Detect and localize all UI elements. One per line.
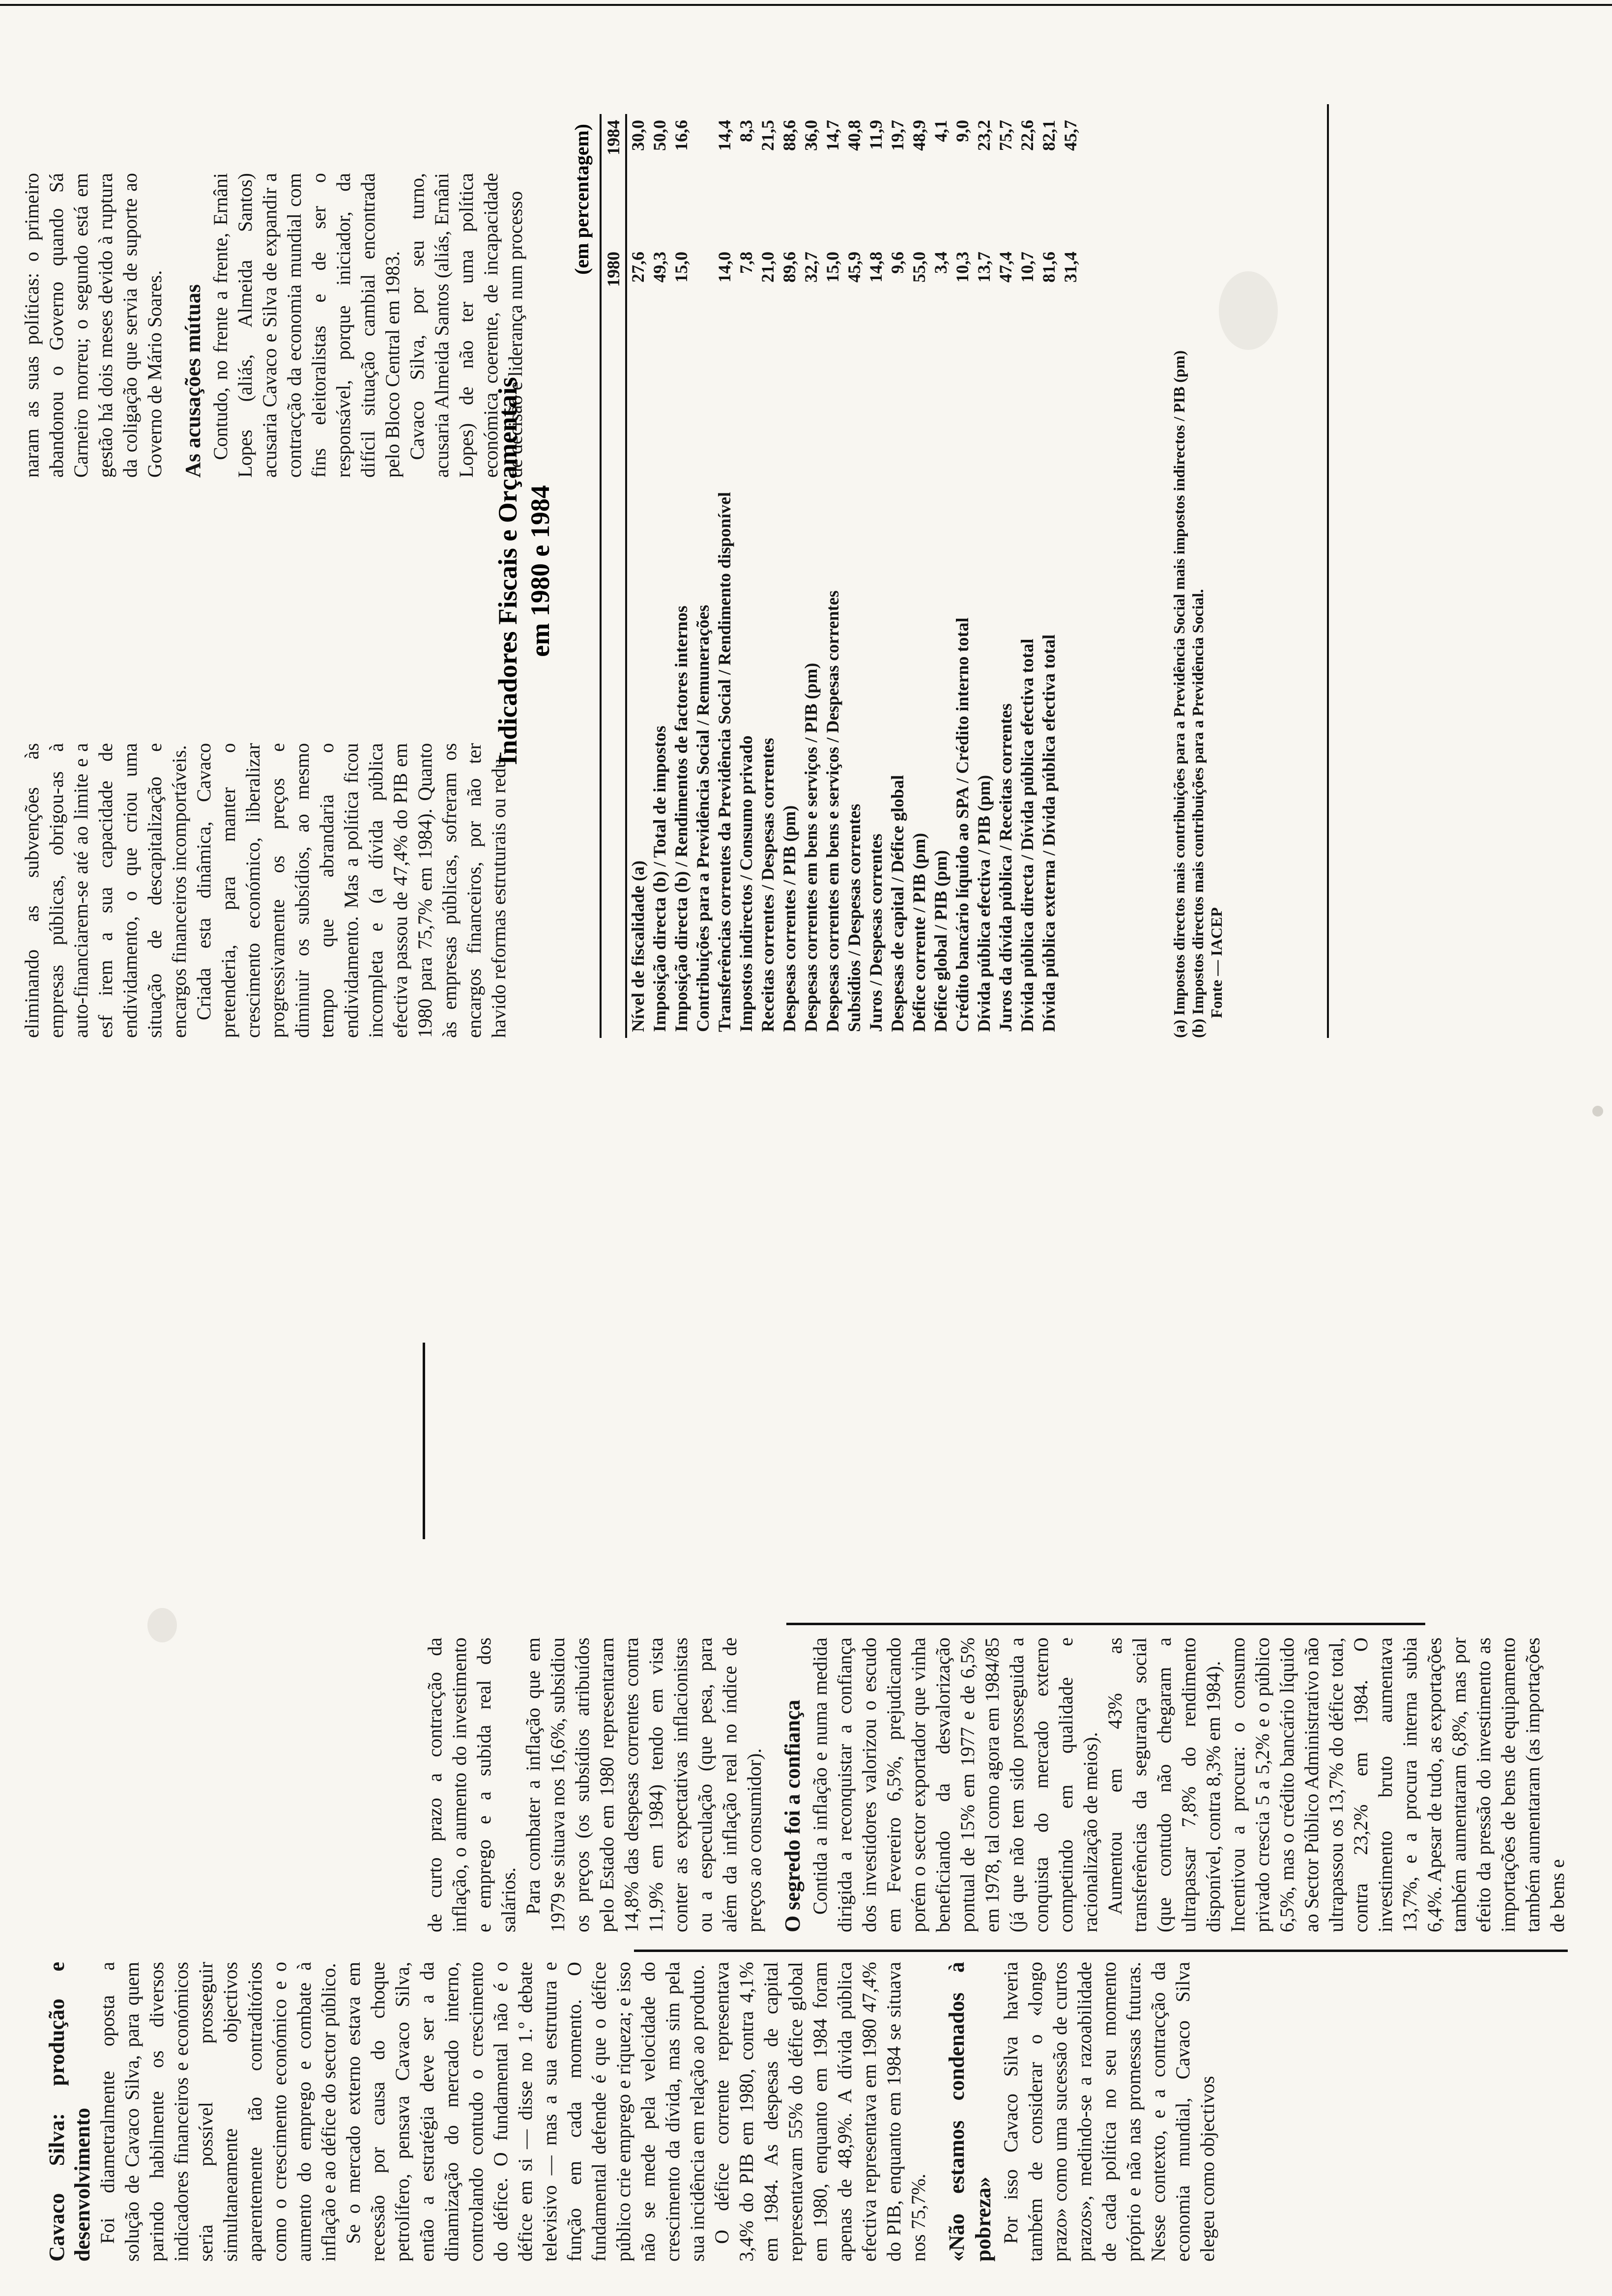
value-1984: 45,7 [1061, 120, 1080, 151]
table-row [670, 114, 692, 1038]
value-1980: 47,4 [996, 251, 1015, 283]
row-label: Juros da dívida pública / Receitas correntes [996, 703, 1015, 1032]
value-1980: 15,0 [671, 251, 691, 283]
value-1980: 14,0 [715, 251, 734, 283]
paragraph: Foi diametralmente oposta a solução de Cavaco Silva, para quem parindo habilmente os diversos indicadores financeiros e económicos seria possível prosseguir simultaneamente objectivos aparentemente tão contraditórios como o crescimento económico e o aumento do emprego e combate à inflação e ao défice do sector público. [96, 1962, 340, 2262]
column-header [601, 377, 626, 1038]
table-source: Fonte — IACEP [1208, 907, 1225, 1018]
row-label: Dívida pública directa / Dívida pública efectiva total [1017, 638, 1037, 1032]
paragraph: Se o mercado externo estava em recessão por causa do choque petrolífero, pensava Cavaco Silva, então a estratégia deve ser a da dinamização do mercado interno, controlando contudo o crescimento do défice. O fundamental não é o défice em si — disse no 1.º debate televisivo — mas a sua estrutura e função em cada momento. O fundamental defende é que o défice público crie emprego e riqueza; e isso não se mede pela velocidade do crescimento da dívida, mas sim pela sua incidência em relação ao produto. [342, 1962, 708, 2262]
table-row [1016, 114, 1038, 1038]
value-1980: 14,8 [866, 251, 886, 283]
table-row [735, 114, 757, 1038]
scan-smudge [147, 1608, 177, 1642]
section-heading: As acusações mútuas [181, 284, 205, 478]
table-row [887, 114, 908, 1038]
row-label: Défice global / PIB (pm) [931, 850, 950, 1032]
table-notes [1170, 114, 1226, 1038]
table-row [973, 114, 995, 1038]
value-1984 [692, 114, 714, 246]
table-row [649, 114, 670, 1038]
value-1984: 88,6 [779, 120, 799, 151]
value-1984: 11,9 [866, 120, 886, 150]
paragraph: de curto prazo a contracção da inflação, o aumento do investimento e emprego e a subida real dos salários. [424, 1637, 519, 1932]
row-label: Imposição directa (b) / Rendimentos de factores internos [671, 605, 691, 1032]
value-1980: 7,8 [736, 251, 756, 274]
table-unit: (em percentagem) [571, 124, 593, 275]
row-label: Receitas correntes / Despesas correntes [758, 738, 777, 1032]
table-row [757, 114, 778, 1038]
paragraph: Contudo, no frente a frente, Ernâni Lopes (aliás, Almeida Santos) acusaria Cavaco e Silva de expandir a contracção da economia mundial com fins eleitoralistas e de ser o responsável, porque iniciador, da difícil situação cambial encontrada pelo Bloco Central em 1983. [209, 173, 403, 478]
paragraph: naram as suas políticas: o primeiro abandonou o Governo quando Sá Carneiro morreu; o segundo está em gestão há dois meses devido à ruptura da coligação que servia de suporte ao Governo de Mário Soares. [21, 173, 166, 478]
paragraph: O défice corrente representava 3,4% do PIB em 1980, contra 4,1% em 1984. As despesas de capital representavam 55% do défice global em 1980, enquanto em 1984 foram apenas de 48,9%. A dívida pública efectiva representava em 1980 47,4% do PIB, enquanto em 1984 se situava nos 75,7%. [711, 1962, 929, 2262]
column-rule [634, 1950, 1568, 1952]
table-note: (a) Impostos directos mais contribuições para a Previdência Social mais impostos indirectos / PIB (pm) [1170, 350, 1188, 1038]
table-row [778, 114, 800, 1038]
value-1984: 82,1 [1039, 120, 1059, 151]
table-row [995, 114, 1016, 1038]
value-1980: 9,6 [888, 251, 907, 274]
value-1984: 19,7 [888, 120, 907, 151]
table-row [951, 114, 973, 1038]
paragraph: Contida a inflação e numa medida dirigida a reconquistar a confiança dos investidores valorizou o escudo em Fevereiro 6,5%, prejudicando porém o sector exportador que vinha beneficiando da desvalorização pontual de 15% em 1977 e de 6,5% em 1978, tal como agora em 1984/85 (já que não tem sido prosseguida a conquista do mercado externo competindo em qualidade e racionalização de meios). [809, 1637, 1101, 1932]
table-row [865, 114, 887, 1038]
row-label [1060, 377, 1081, 1038]
table-note: (b) Impostos directos mais contribuições para a Previdência Social. [1189, 589, 1207, 1038]
value-1984: 36,0 [801, 120, 821, 151]
value-1984: 14,7 [823, 120, 842, 151]
value-1984: 9,0 [952, 120, 972, 142]
row-label: Dívida pública externa / Dívida pública efectiva total [1039, 634, 1059, 1032]
value-1980: 81,6 [1039, 251, 1059, 283]
value-1980: 15,0 [823, 251, 842, 283]
article-column-3 [20, 743, 511, 1038]
row-label: Nível de fiscalidade (a) [628, 861, 648, 1032]
table-row [908, 114, 930, 1038]
value-1980: 13,7 [974, 251, 994, 283]
scan-smudge [1219, 271, 1278, 350]
row-label: Défice corrente / PIB (pm) [909, 832, 929, 1032]
row-label: Despesas correntes em bens e serviços / Despesas correntes [823, 590, 842, 1032]
page-edge-line [0, 4, 1612, 6]
paragraph: Cavaco Silva, por seu turno, acusaria Almeida Santos (aliás, Ernâni Lopes) de não ter uma política económica coerente, de incapacidade de decisão e liderança num processo [406, 173, 526, 478]
paragraph: Para combater a inflação que em 1979 se situava nos 16,6%, subsidiou os preços (os subsídios atribuídos pelo Estado em 1980 representaram 14,8% das despesas correntes contra 11,9% em 1984) tendo em vista conter as expectativas inflacionistas ou a especulação (que pesa, para além da inflação real no índice de preços ao consumidor). [522, 1637, 765, 1932]
column-header: 1984 [601, 114, 626, 246]
table-title-line-1: Indicadores Fiscais e Orçamentais [493, 377, 522, 765]
value-1984: 22,6 [1017, 120, 1037, 151]
column-rule [1327, 104, 1329, 1038]
row-label: Juros / Despesas correntes [866, 833, 886, 1032]
value-1984: 30,0 [628, 120, 648, 151]
value-1984: 75,7 [996, 120, 1015, 151]
value-1984: 14,4 [715, 120, 734, 151]
value-1980: 10,3 [952, 251, 972, 283]
row-label: Despesas de capital / Défice global [888, 775, 907, 1032]
table-title [491, 104, 556, 1038]
table-row [843, 114, 865, 1038]
value-1980: 32,7 [801, 251, 821, 283]
table-block [491, 104, 1573, 1038]
table-row [1038, 114, 1060, 1038]
column-rule [786, 1623, 1425, 1625]
table-row [692, 114, 714, 1038]
value-1980: 55,0 [909, 251, 929, 283]
paragraph: Incentivou a procura: o consumo privado crescia 5 a 5,2% e o público 6,5%, mas o crédito bancário líquido ao Sector Público Administrativo não ultrapassou os 13,7% do défice total, contra 23,2% em 1984. O investimento bruto aumentava 13,7%, e a procura interna subia 6,4%. Apesar de tudo, as exportações também aumentaram 6,8%, mas por efeito da pressão do investimento as importações de bens de equipamento também aumentaram (as importações de bens e [1227, 1637, 1568, 1932]
scan-smudge [1592, 1106, 1603, 1117]
table-title-line-2: em 1980 e 1984 [525, 485, 555, 657]
article-column-2 [423, 1637, 1570, 1932]
value-1984: 48,9 [909, 120, 929, 151]
table-header-row [601, 114, 626, 1038]
row-label: Transferências correntes da Previdência Social / Rendimento disponível [715, 492, 734, 1032]
table-row [822, 114, 843, 1038]
row-label: Crédito bancário líquido ao SPA / Crédito interno total [952, 617, 972, 1032]
value-1980: 21,0 [758, 251, 777, 283]
row-label: Contribuições para a Previdência Social / Remunerações [693, 604, 713, 1032]
value-1980: 49,3 [650, 251, 669, 283]
table-row [714, 114, 735, 1038]
row-label: Dívida pública efectiva / PIB (pm) [974, 775, 994, 1032]
table-row [626, 114, 649, 1038]
article-column-4 [20, 173, 528, 478]
value-1984: 8,3 [736, 120, 756, 142]
value-1980: 10,7 [1017, 251, 1037, 283]
value-1980: 89,6 [779, 251, 799, 283]
row-label: Impostos indirectos / Consumo privado [736, 735, 756, 1032]
table-row [1060, 114, 1081, 1038]
value-1984: 23,2 [974, 120, 994, 151]
value-1980: 27,6 [628, 251, 648, 283]
value-1984: 21,5 [758, 120, 777, 151]
paragraph: eliminando as subvenções às empresas públicas, obrigou-as à auto-financiarem-se até ao limite e a esf irem a sua capacidade de endividamento, o que criou uma situação de descapitalização e encargos financeiros incomportáveis. [21, 743, 190, 1038]
table-row [800, 114, 822, 1038]
paragraph: Por isso Cavaco Silva haveria também de considerar o «longo prazo» como uma sucessão de curtos prazos», medindo-se a razoabilidade de cada política no seu momento próprio e não nas promessas futuras. Nesse contexto, e a contracção da economia mundial, Cavaco Silva elegeu como objectivos [1000, 1962, 1218, 2262]
paragraph: Aumentou em 43% as transferências da segurança social (que contudo não chegaram a ultrapassar 7,8% do rendimento disponível, contra 8,3% em 1984). [1104, 1637, 1224, 1932]
column-header: 1980 [601, 246, 626, 377]
row-label: Imposição directa (b) / Total de impostos [650, 725, 669, 1032]
value-1980: 45,9 [844, 251, 864, 283]
value-1980 [692, 246, 714, 377]
value-1984: 16,6 [671, 120, 691, 151]
section-heading: O segredo foi a confiança [780, 1699, 805, 1932]
value-1980: 31,4 [1061, 251, 1080, 283]
fiscal-indicators-table [600, 114, 1081, 1038]
value-1984: 50,0 [650, 120, 669, 151]
value-1984: 40,8 [844, 120, 864, 151]
section-heading: Cavaco Silva: produção e desenvolvimento [45, 1962, 94, 2262]
value-1980: 3,4 [931, 251, 950, 274]
article-column-1 [44, 1962, 1220, 2262]
column-rule [423, 1343, 425, 1539]
row-label: Subsídios / Despesas correntes [844, 804, 864, 1032]
row-label: Despesas correntes / PIB (pm) [779, 805, 799, 1032]
row-label: Despesas correntes em bens e serviços / PIB (pm) [801, 662, 821, 1032]
table-row [930, 114, 951, 1038]
paragraph: Criada esta dinâmica, Cavaco pretenderia, para manter o crescimento económico, liberalizar progressivamente os preços e diminuir os subsídios, ao mesmo tempo que abrandaria o endividamento. Mas a política ficou incompleta e (a dívida pública efectiva passou de 47,4% do PIB em 1980 para 75,7% em 1984). Quanto às empresas públicas, sofreram os encargos financeiros, por não ter havido reformas estruturais ou redu- [193, 743, 510, 1038]
value-1984: 4,1 [931, 120, 950, 142]
section-heading: «Não estamos condenados à pobreza» [945, 1962, 995, 2262]
